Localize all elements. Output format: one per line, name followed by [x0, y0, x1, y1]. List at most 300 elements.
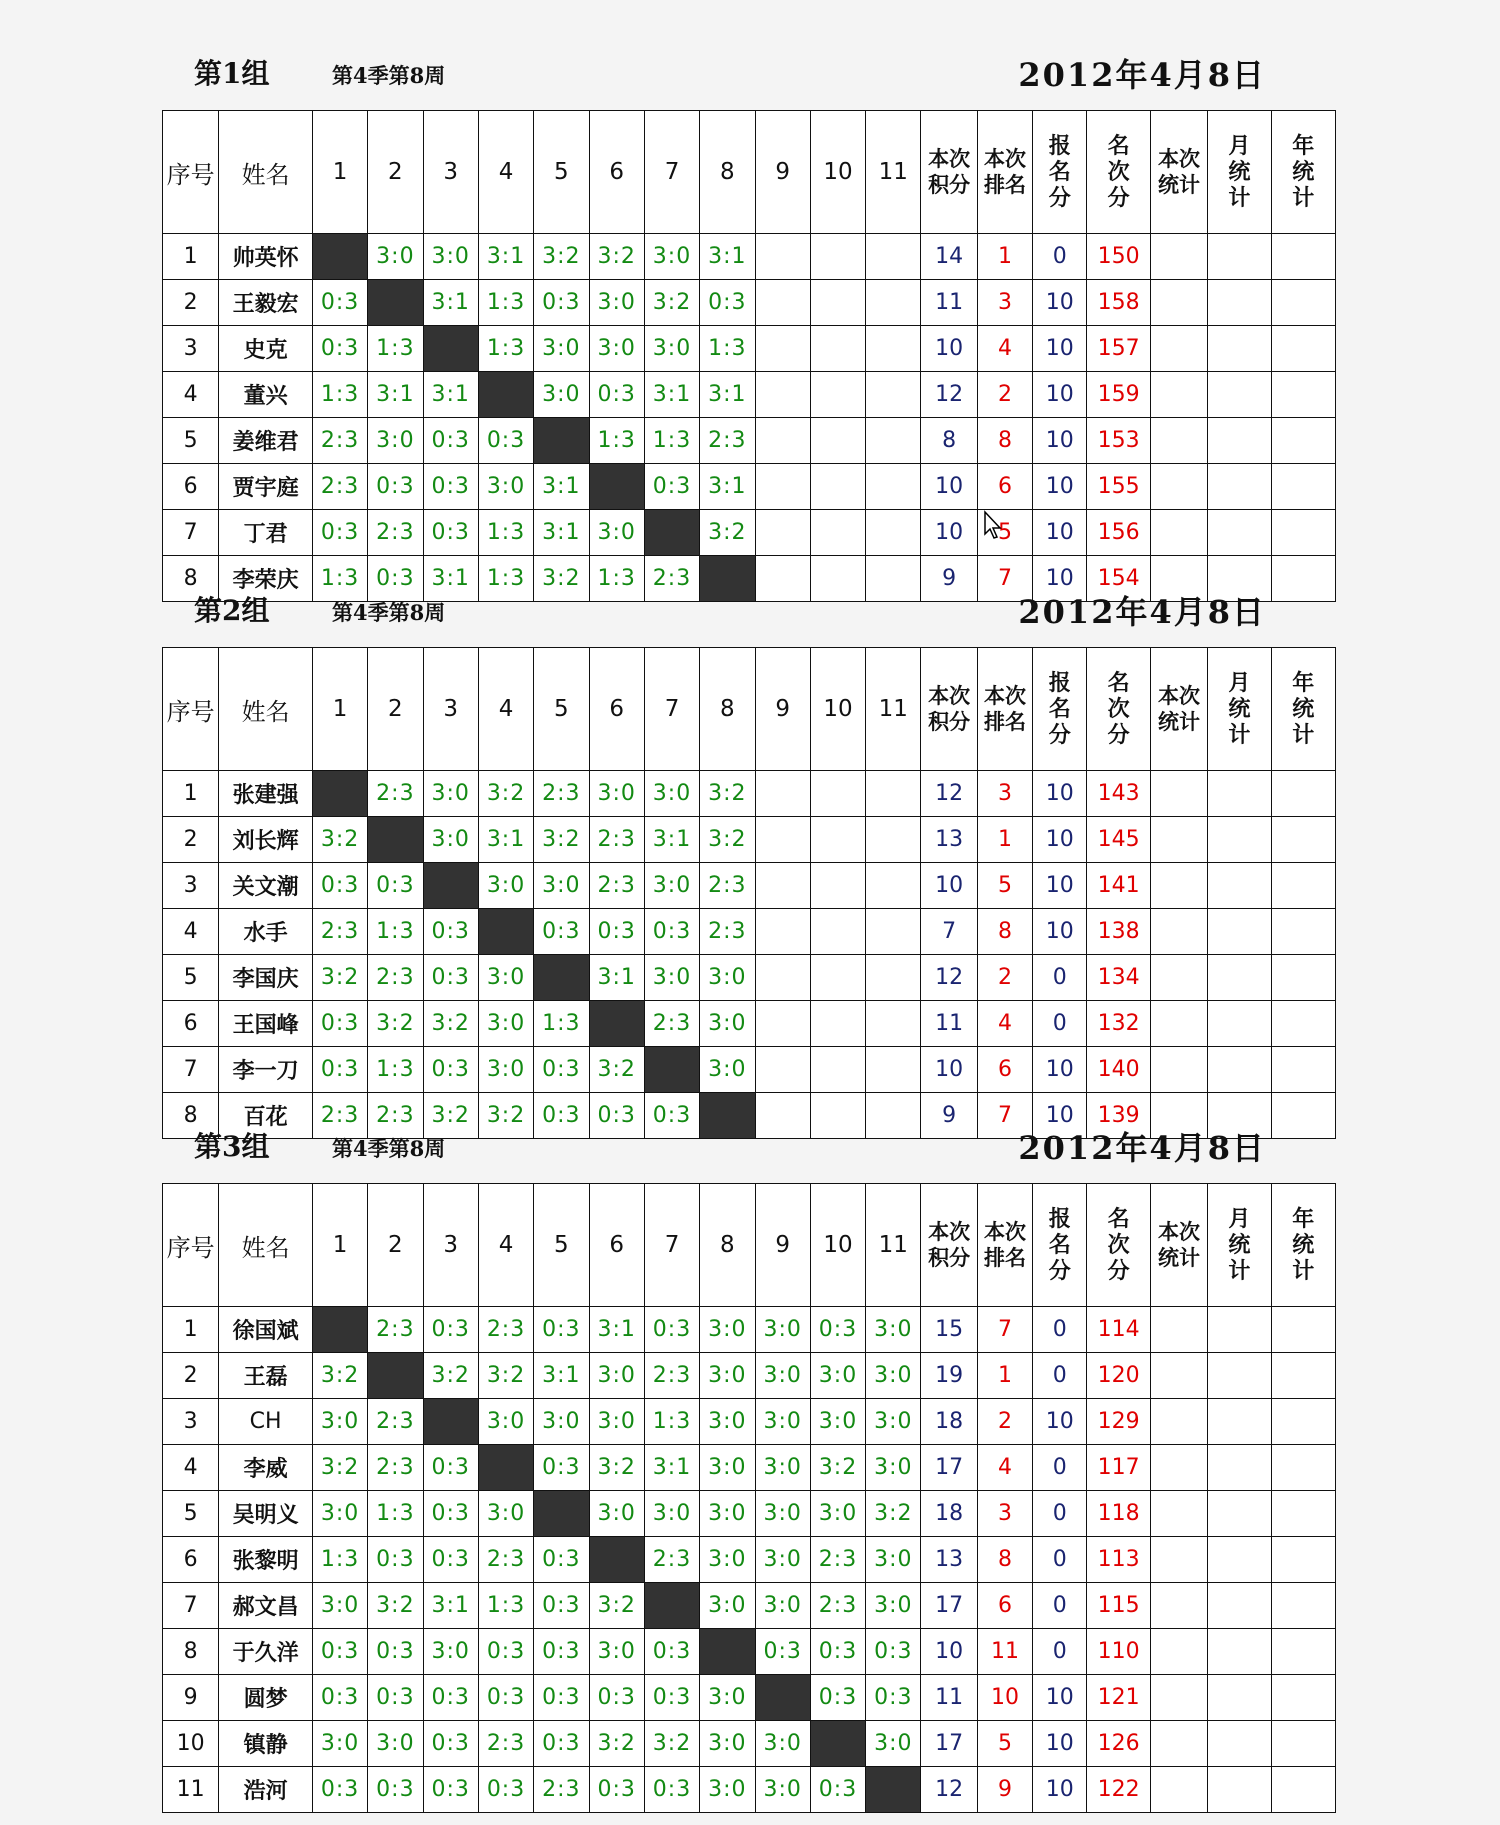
score-cell: 1:3	[368, 326, 423, 372]
score-cell: 1:3	[589, 556, 644, 602]
month-stat-cell	[1208, 280, 1271, 326]
score-cell: 0:3	[423, 1491, 478, 1537]
score-cell: 3:0	[866, 1399, 921, 1445]
signup-score-cell: 0	[1033, 1537, 1087, 1583]
score-cell: 3:2	[589, 234, 644, 280]
row-seq: 4	[163, 1445, 219, 1491]
table-row	[163, 817, 1336, 863]
signup-score-cell: 10	[1033, 1675, 1087, 1721]
header-opponent-5: 5	[534, 111, 589, 234]
header-name: 姓名	[219, 111, 313, 234]
score-cell	[866, 863, 921, 909]
score-cell: 0:3	[644, 1675, 699, 1721]
score-cell: 3:0	[700, 1445, 755, 1491]
stat-cell	[1150, 1353, 1207, 1399]
position-score-cell: 114	[1087, 1307, 1150, 1353]
signup-score-cell: 0	[1033, 1491, 1087, 1537]
score-cell: 1:3	[478, 280, 533, 326]
score-cell: 0:3	[312, 280, 367, 326]
score-cell	[810, 280, 865, 326]
header-year	[1271, 1184, 1335, 1307]
rank-cell: 8	[977, 418, 1032, 464]
year-stat-cell	[1271, 510, 1335, 556]
group-date: 2012年4月8日	[1018, 593, 1266, 631]
signup-score-cell: 10	[1033, 510, 1087, 556]
header-points-line: 积分	[928, 172, 971, 197]
stat-cell	[1150, 1047, 1207, 1093]
header-opponent-8: 8	[700, 111, 755, 234]
header-opponent-10: 10	[810, 111, 865, 234]
group-title: 第3组	[194, 1130, 270, 1163]
mouse-cursor-icon	[983, 510, 1005, 540]
player-name: 李威	[219, 1445, 313, 1491]
header-signup-line: 报	[1048, 1206, 1071, 1232]
score-cell: 0:3	[312, 510, 367, 556]
table-row	[163, 1307, 1336, 1353]
score-cell	[810, 464, 865, 510]
month-stat-cell	[1208, 909, 1271, 955]
points-cell: 8	[921, 418, 977, 464]
score-cell: 3:0	[478, 464, 533, 510]
month-stat-cell	[1208, 510, 1271, 556]
score-cell: 0:3	[866, 1629, 921, 1675]
year-stat-cell	[1271, 1583, 1335, 1629]
position-score-cell: 122	[1087, 1767, 1150, 1813]
score-cell: 3:2	[312, 817, 367, 863]
self-match-cell	[312, 234, 367, 280]
points-cell: 9	[921, 1093, 977, 1139]
player-name: 帅英怀	[219, 234, 313, 280]
score-cell	[866, 771, 921, 817]
header-month-line: 统	[1228, 1232, 1251, 1258]
score-cell: 3:0	[810, 1353, 865, 1399]
score-cell: 3:1	[423, 372, 478, 418]
score-cell: 0:3	[312, 863, 367, 909]
score-cell: 3:0	[534, 372, 589, 418]
header-month	[1208, 111, 1271, 234]
position-score-cell: 134	[1087, 955, 1150, 1001]
stat-cell	[1150, 771, 1207, 817]
score-cell: 3:0	[866, 1583, 921, 1629]
score-cell: 3:0	[368, 418, 423, 464]
score-cell: 3:0	[589, 1399, 644, 1445]
score-cell: 3:2	[312, 955, 367, 1001]
header-month-line: 计	[1228, 722, 1251, 748]
score-cell: 0:3	[312, 1629, 367, 1675]
signup-score-cell: 0	[1033, 1629, 1087, 1675]
score-cell: 1:3	[312, 556, 367, 602]
score-cell: 0:3	[478, 1675, 533, 1721]
rank-cell: 9	[977, 1767, 1032, 1813]
points-cell: 18	[921, 1491, 977, 1537]
header-rank	[977, 111, 1032, 234]
rank-cell: 1	[977, 1353, 1032, 1399]
header-points-line: 本次	[928, 683, 971, 708]
header-year-line: 年	[1292, 1206, 1315, 1232]
score-cell: 3:2	[312, 1353, 367, 1399]
stat-cell	[1150, 1491, 1207, 1537]
score-cell: 0:3	[534, 1675, 589, 1721]
header-rank-line: 排名	[983, 709, 1026, 734]
table-row	[163, 1399, 1336, 1445]
rank-cell: 6	[977, 464, 1032, 510]
row-seq: 4	[163, 909, 219, 955]
signup-score-cell: 10	[1033, 418, 1087, 464]
rank-cell: 7	[977, 1307, 1032, 1353]
score-cell: 3:0	[755, 1583, 810, 1629]
month-stat-cell	[1208, 863, 1271, 909]
header-position-line: 次	[1107, 696, 1130, 722]
header-month-line: 统	[1228, 159, 1251, 185]
score-cell: 3:0	[700, 1767, 755, 1813]
table-row	[163, 909, 1336, 955]
month-stat-cell	[1208, 326, 1271, 372]
score-cell	[810, 771, 865, 817]
header-year	[1271, 111, 1335, 234]
points-cell: 12	[921, 771, 977, 817]
score-cell: 0:3	[644, 909, 699, 955]
score-cell: 3:1	[534, 510, 589, 556]
score-cell: 0:3	[534, 1307, 589, 1353]
header-opponent-11: 11	[866, 648, 921, 771]
signup-score-cell: 10	[1033, 280, 1087, 326]
header-position-line: 名	[1107, 670, 1130, 696]
points-cell: 18	[921, 1399, 977, 1445]
score-cell: 3:0	[589, 1353, 644, 1399]
score-cell: 2:3	[312, 909, 367, 955]
score-cell: 3:1	[423, 1583, 478, 1629]
score-cell: 3:0	[589, 1629, 644, 1675]
score-cell: 3:0	[644, 955, 699, 1001]
header-opponent-1: 1	[312, 1184, 367, 1307]
month-stat-cell	[1208, 817, 1271, 863]
header-year	[1271, 648, 1335, 771]
header-opponent-4: 4	[478, 1184, 533, 1307]
score-cell: 3:0	[644, 1491, 699, 1537]
score-cell: 3:0	[312, 1491, 367, 1537]
rank-cell: 11	[977, 1629, 1032, 1675]
self-match-cell	[644, 510, 699, 556]
score-cell: 0:3	[423, 464, 478, 510]
group-week: 第4季第8周	[332, 600, 446, 625]
month-stat-cell	[1208, 1399, 1271, 1445]
header-points-line: 积分	[928, 1245, 971, 1270]
score-cell: 3:0	[755, 1491, 810, 1537]
score-cell	[810, 909, 865, 955]
row-seq: 3	[163, 863, 219, 909]
score-cell: 0:3	[368, 1767, 423, 1813]
score-cell: 3:2	[534, 234, 589, 280]
position-score-cell: 113	[1087, 1537, 1150, 1583]
year-stat-cell	[1271, 1001, 1335, 1047]
self-match-cell	[644, 1047, 699, 1093]
player-name: 史克	[219, 326, 313, 372]
score-cell: 3:0	[700, 1399, 755, 1445]
position-score-cell: 126	[1087, 1721, 1150, 1767]
row-seq: 7	[163, 1047, 219, 1093]
score-cell: 0:3	[534, 1583, 589, 1629]
header-rank-line: 本次	[983, 146, 1026, 171]
self-match-cell	[312, 771, 367, 817]
rank-cell: 10	[977, 1675, 1032, 1721]
points-cell: 11	[921, 1001, 977, 1047]
points-cell: 12	[921, 1767, 977, 1813]
month-stat-cell	[1208, 418, 1271, 464]
score-cell: 3:2	[866, 1491, 921, 1537]
score-cell: 3:2	[423, 1093, 478, 1139]
rank-cell: 5	[977, 1721, 1032, 1767]
score-cell: 3:0	[755, 1307, 810, 1353]
table-row	[163, 1675, 1336, 1721]
header-opponent-5: 5	[534, 648, 589, 771]
score-cell	[866, 955, 921, 1001]
header-opponent-9: 9	[755, 111, 810, 234]
self-match-cell	[534, 1491, 589, 1537]
self-match-cell	[478, 1445, 533, 1491]
score-cell	[866, 817, 921, 863]
header-points-line: 本次	[928, 1219, 971, 1244]
score-cell: 3:1	[644, 817, 699, 863]
score-cell: 3:0	[755, 1767, 810, 1813]
header-points-line: 积分	[928, 709, 971, 734]
position-score-cell: 138	[1087, 909, 1150, 955]
score-cell	[810, 955, 865, 1001]
score-cell: 3:1	[644, 1445, 699, 1491]
score-cell: 3:0	[700, 955, 755, 1001]
score-cell: 3:2	[810, 1445, 865, 1491]
score-cell: 3:0	[700, 1353, 755, 1399]
score-cell: 0:3	[534, 1629, 589, 1675]
self-match-cell	[423, 863, 478, 909]
month-stat-cell	[1208, 1047, 1271, 1093]
score-cell: 0:3	[423, 1721, 478, 1767]
score-cell: 3:2	[368, 1583, 423, 1629]
rank-cell: 5	[977, 510, 1032, 556]
score-cell	[810, 817, 865, 863]
header-year-line: 统	[1292, 1232, 1315, 1258]
header-opponent-6: 6	[589, 648, 644, 771]
stat-cell	[1150, 1307, 1207, 1353]
score-cell: 3:0	[755, 1721, 810, 1767]
stat-cell	[1150, 1675, 1207, 1721]
header-opponent-3: 3	[423, 1184, 478, 1307]
header-month-line: 计	[1228, 185, 1251, 211]
score-cell: 3:0	[700, 1675, 755, 1721]
score-table	[162, 1183, 1336, 1813]
position-score-cell: 132	[1087, 1001, 1150, 1047]
row-seq: 1	[163, 771, 219, 817]
self-match-cell	[589, 1001, 644, 1047]
score-cell: 2:3	[644, 1537, 699, 1583]
score-cell	[755, 1001, 810, 1047]
stat-cell	[1150, 234, 1207, 280]
month-stat-cell	[1208, 1445, 1271, 1491]
score-cell: 0:3	[478, 1629, 533, 1675]
score-cell: 3:2	[423, 1353, 478, 1399]
score-cell: 3:0	[644, 234, 699, 280]
rank-cell: 6	[977, 1583, 1032, 1629]
score-cell: 2:3	[368, 771, 423, 817]
score-cell: 0:3	[368, 1537, 423, 1583]
signup-score-cell: 0	[1033, 234, 1087, 280]
score-cell: 2:3	[644, 556, 699, 602]
header-position-line: 分	[1107, 185, 1130, 211]
stat-cell	[1150, 1767, 1207, 1813]
month-stat-cell	[1208, 1491, 1271, 1537]
score-cell: 2:3	[810, 1583, 865, 1629]
header-signup-line: 报	[1048, 133, 1071, 159]
position-score-cell: 141	[1087, 863, 1150, 909]
score-cell: 1:3	[478, 326, 533, 372]
score-cell: 0:3	[589, 909, 644, 955]
score-cell: 2:3	[368, 1399, 423, 1445]
self-match-cell	[866, 1767, 921, 1813]
points-cell: 10	[921, 863, 977, 909]
month-stat-cell	[1208, 1767, 1271, 1813]
header-opponent-2: 2	[368, 1184, 423, 1307]
rank-cell: 3	[977, 771, 1032, 817]
group-week: 第4季第8周	[332, 1136, 446, 1161]
header-signup-line: 分	[1048, 722, 1071, 748]
month-stat-cell	[1208, 1629, 1271, 1675]
header-opponent-1: 1	[312, 648, 367, 771]
score-cell: 3:0	[589, 326, 644, 372]
rank-cell: 8	[977, 1537, 1032, 1583]
month-stat-cell	[1208, 1307, 1271, 1353]
points-cell: 15	[921, 1307, 977, 1353]
year-stat-cell	[1271, 909, 1335, 955]
points-cell: 10	[921, 1629, 977, 1675]
score-cell: 0:3	[368, 556, 423, 602]
stat-cell	[1150, 955, 1207, 1001]
score-cell: 0:3	[368, 1675, 423, 1721]
header-signup-line: 分	[1048, 1258, 1071, 1284]
header-points	[921, 111, 977, 234]
header-seq: 序号	[163, 111, 219, 234]
score-cell	[866, 280, 921, 326]
score-cell: 0:3	[423, 955, 478, 1001]
score-cell: 1:3	[368, 1491, 423, 1537]
header-year-line: 统	[1292, 696, 1315, 722]
header-stat-line: 统计	[1157, 1245, 1200, 1270]
self-match-cell	[478, 372, 533, 418]
position-score-cell: 158	[1087, 280, 1150, 326]
position-score-cell: 139	[1087, 1093, 1150, 1139]
year-stat-cell	[1271, 1721, 1335, 1767]
score-cell: 3:0	[700, 1491, 755, 1537]
score-cell: 1:3	[644, 1399, 699, 1445]
score-cell: 3:0	[478, 1047, 533, 1093]
player-name: 王磊	[219, 1353, 313, 1399]
score-cell: 3:2	[700, 771, 755, 817]
score-cell: 3:2	[644, 1721, 699, 1767]
self-match-cell	[755, 1675, 810, 1721]
header-points	[921, 648, 977, 771]
header-stat-line: 本次	[1157, 1219, 1200, 1244]
rank-cell: 2	[977, 372, 1032, 418]
header-stat	[1150, 1184, 1207, 1307]
rank-cell: 8	[977, 909, 1032, 955]
score-cell: 3:1	[368, 372, 423, 418]
score-cell: 2:3	[589, 863, 644, 909]
score-cell: 0:3	[810, 1675, 865, 1721]
score-cell: 3:0	[534, 326, 589, 372]
score-cell: 0:3	[368, 863, 423, 909]
header-rank-line: 排名	[983, 1245, 1026, 1270]
header-opponent-4: 4	[478, 111, 533, 234]
score-cell: 0:3	[312, 1675, 367, 1721]
score-cell: 0:3	[423, 1537, 478, 1583]
score-cell: 3:1	[700, 464, 755, 510]
score-cell: 1:3	[534, 1001, 589, 1047]
row-seq: 5	[163, 1491, 219, 1537]
score-cell	[810, 1047, 865, 1093]
player-name: 百花	[219, 1093, 313, 1139]
score-cell: 0:3	[312, 326, 367, 372]
signup-score-cell: 10	[1033, 1721, 1087, 1767]
header-month	[1208, 1184, 1271, 1307]
score-cell: 3:0	[534, 863, 589, 909]
year-stat-cell	[1271, 1307, 1335, 1353]
signup-score-cell: 10	[1033, 863, 1087, 909]
points-cell: 10	[921, 1047, 977, 1093]
score-cell: 3:2	[589, 1047, 644, 1093]
header-opponent-10: 10	[810, 648, 865, 771]
header-signup-line: 名	[1048, 159, 1071, 185]
signup-score-cell: 0	[1033, 1353, 1087, 1399]
row-seq: 7	[163, 510, 219, 556]
signup-score-cell: 10	[1033, 1047, 1087, 1093]
score-cell: 3:1	[423, 280, 478, 326]
score-cell: 3:0	[755, 1445, 810, 1491]
table-row	[163, 1583, 1336, 1629]
year-stat-cell	[1271, 1047, 1335, 1093]
points-cell: 7	[921, 909, 977, 955]
header-opponent-3: 3	[423, 648, 478, 771]
score-cell: 0:3	[534, 1093, 589, 1139]
score-cell: 3:2	[700, 817, 755, 863]
score-cell: 3:2	[589, 1721, 644, 1767]
points-cell: 11	[921, 280, 977, 326]
stat-cell	[1150, 909, 1207, 955]
score-cell: 3:0	[478, 1001, 533, 1047]
month-stat-cell	[1208, 771, 1271, 817]
table-row	[163, 326, 1336, 372]
row-seq: 6	[163, 1001, 219, 1047]
signup-score-cell: 0	[1033, 1001, 1087, 1047]
stat-cell	[1150, 326, 1207, 372]
row-seq: 2	[163, 1353, 219, 1399]
month-stat-cell	[1208, 1675, 1271, 1721]
header-stat-line: 统计	[1157, 172, 1200, 197]
position-score-cell: 110	[1087, 1629, 1150, 1675]
score-cell: 3:0	[423, 234, 478, 280]
score-cell	[866, 464, 921, 510]
year-stat-cell	[1271, 1767, 1335, 1813]
points-cell: 13	[921, 817, 977, 863]
score-cell: 1:3	[589, 418, 644, 464]
score-cell: 3:2	[589, 1445, 644, 1491]
score-cell: 3:2	[644, 280, 699, 326]
score-table	[162, 110, 1336, 602]
score-cell: 3:0	[478, 1491, 533, 1537]
signup-score-cell: 0	[1033, 1445, 1087, 1491]
points-cell: 11	[921, 1675, 977, 1721]
signup-score-cell: 0	[1033, 1307, 1087, 1353]
player-name: 徐国斌	[219, 1307, 313, 1353]
score-cell: 0:3	[368, 464, 423, 510]
score-cell: 2:3	[368, 1445, 423, 1491]
